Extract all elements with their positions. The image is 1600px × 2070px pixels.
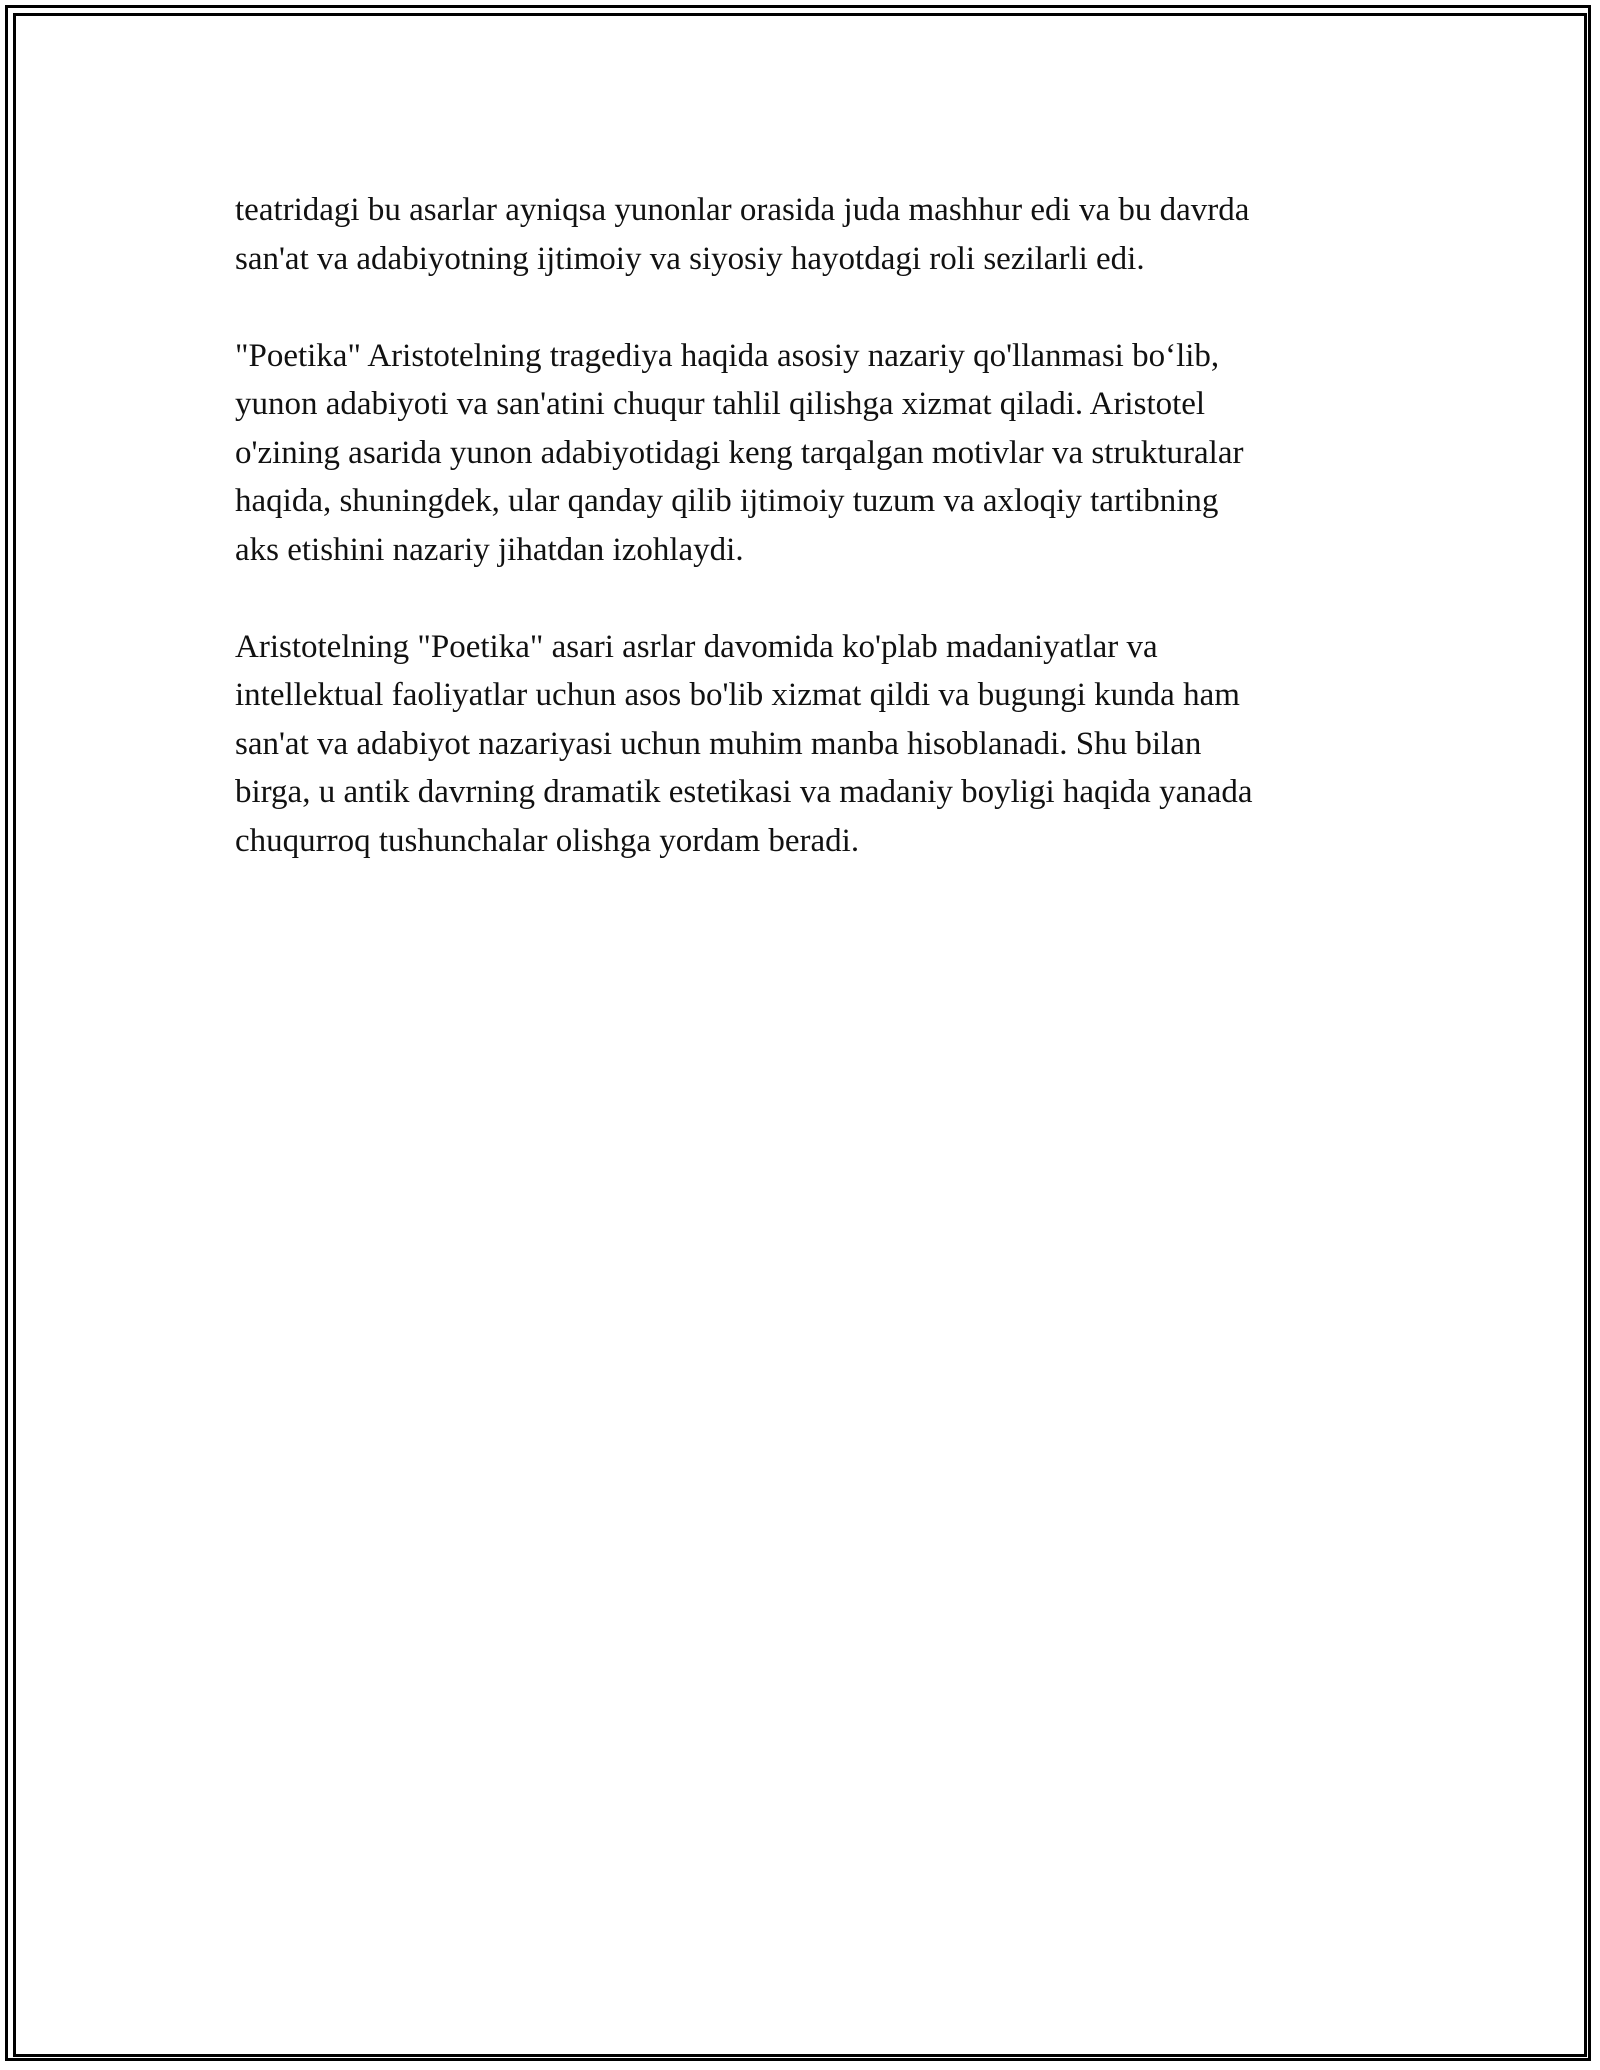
paragraph-3: Aristotelning "Poetika" asari asrlar davomida ko'plab madaniyatlar va intellektual faoliyatlar uchun asos bo'lib xizmat qildi va bugungi kunda ham san'at va adabiyot nazariyasi uchun muhim manba hisoblanadi. Shu bilan birga, u antik davrning dramatik estetikasi va madaniy boyligi haqida yanada chuqurroq tushunchalar olishga yordam beradi. (235, 628, 1253, 859)
paragraph-1: teatridagi bu asarlar ayniqsa yunonlar orasida juda mashhur edi va bu davrda san'at va adabiyotning ijtimoiy va siyosiy hayotdagi roli sezilarli edi. (235, 192, 1250, 277)
paragraph-2: "Poetika" Aristotelning tragediya haqida asosiy nazariy qo'llanmasi bo‘lib, yunon adabiyoti va san'atini chuqur tahlil qilishga xizmat qiladi. Aristotel o'zining asarida yunon adabiyotidagi keng tarqalgan motivlar va strukturalar haqida, shuningdek, ular qanday qilib ijtimoiy tuzum va axloqiy tartibning aks etishini nazariy jihatdan izohlaydi. (235, 337, 1244, 568)
document-body (235, 186, 1370, 914)
